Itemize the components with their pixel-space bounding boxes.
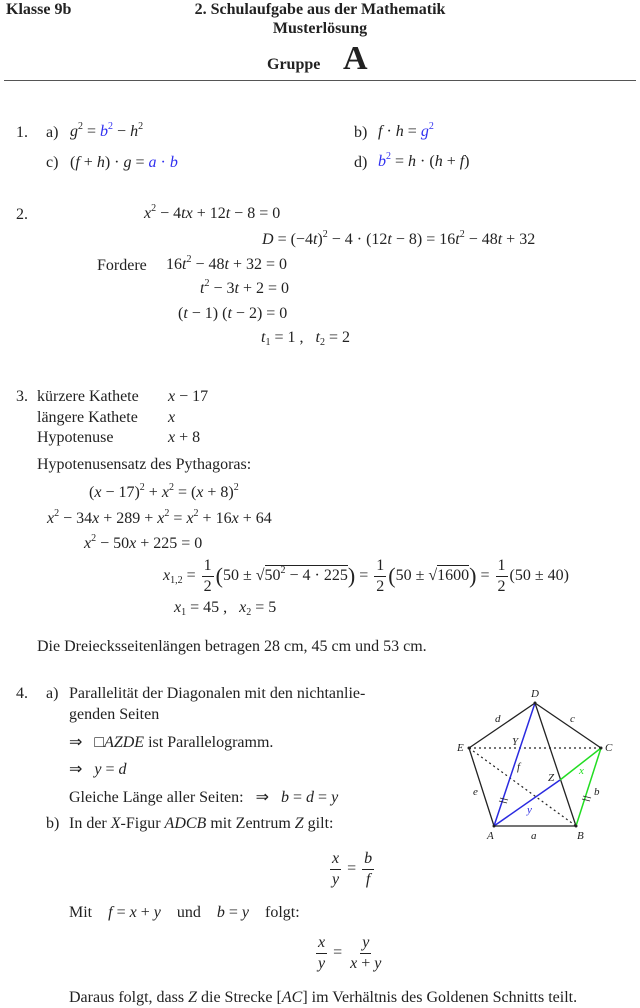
task3-eq3: $x^2 - 50x + 225 = 0$ <box>84 533 203 552</box>
task3-row-label: längere Kathete <box>37 409 138 426</box>
task2-eq6: $t_1 = 1$ , $t_2 = 2$ <box>261 329 350 348</box>
task1-a-label: a) <box>46 124 59 141</box>
task4-a-text1: Parallelität der Diagonalen mit den nichtanlie- <box>69 685 366 702</box>
task2-number: 2. <box>16 206 28 223</box>
group-label: Gruppe <box>267 56 321 73</box>
task4-a-parallelogram: ⇒ □AZDE ist Parallelogramm. <box>69 734 274 751</box>
header-divider <box>4 80 636 81</box>
task2-eq2: $D = (-4t)^2 - 4 \cdot (12t - 8) = 16t^2 - 48t + 32$ <box>262 229 536 248</box>
task4-a-yd: ⇒ y = d <box>69 761 127 778</box>
task2-eq3: $16t^2 - 48t + 32 = 0$ <box>166 254 287 273</box>
vertex-b-label: B <box>577 830 584 842</box>
side-c-label: c <box>570 713 575 725</box>
task2-fordere: Fordere <box>97 257 147 274</box>
task4-ratio1: $\frac{x}{y}$ = $\frac{b}{f}$ <box>332 850 373 888</box>
task2-eq4: $t^2 - 3t + 2 = 0$ <box>200 278 289 297</box>
side-b-label: b <box>594 786 600 798</box>
task1-d-equation: $b^2 = h \cdot (h + f)$ <box>378 151 470 170</box>
task3-row-value: x + 8 <box>168 429 201 446</box>
task1-number: 1. <box>16 124 28 141</box>
task4-a-label: a) <box>46 685 59 702</box>
task3-number: 3. <box>16 388 28 405</box>
task2-eq5: (t − 1) (t − 2) = 0 <box>178 305 288 322</box>
vertex-e-label: E <box>457 742 464 754</box>
task3-row-value: x <box>168 409 176 426</box>
task3-theorem: Hypotenusensatz des Pythagoras: <box>37 456 252 473</box>
task1-d-label: d) <box>354 154 368 171</box>
segment-x-label: x <box>579 765 584 777</box>
task3-row-value: x − 17 <box>168 388 209 405</box>
task3-row-label: kürzere Kathete <box>37 388 139 405</box>
vertex-d-label: D <box>531 688 539 700</box>
side-e-label: e <box>473 786 478 798</box>
task4-b-label: b) <box>46 815 60 832</box>
task1-b-equation: $f \cdot h = g^2$ <box>378 121 434 140</box>
task1-b-label: b) <box>354 124 368 141</box>
pentagon-figure <box>440 680 640 850</box>
task4-a-text2: genden Seiten <box>69 706 160 723</box>
task3-eq5: $x_1 = 45$ , $x_2 = 5$ <box>174 599 277 618</box>
task4-number: 4. <box>16 685 28 702</box>
task4-mit-line: Mit f = x + y und b = y folgt: <box>69 904 300 921</box>
side-a-label: a <box>531 830 537 842</box>
task4-b-text: In der X-Figur ADCB mit Zentrum Z gilt: <box>69 815 334 832</box>
doc-subtitle: Musterlösung <box>272 20 368 37</box>
vertex-a-label: A <box>487 830 494 842</box>
task3-eq4: $x_{1,2}$ = $\frac{1}{2}$ $(50 \pm √50^2 - 4 \cdot 225)$ = $\frac{1}{2}$ (50 ± √1600) = $\frac{1}{2}$ (50 ± 40) <box>163 557 569 595</box>
doc-title: 2. Schulaufgabe aus der Mathematik <box>194 1 446 18</box>
side-f-label: f <box>517 761 521 773</box>
task4-final: Daraus folgt, dass Z die Strecke [AC] im Verhältnis des Goldenen Schnitts teilt. <box>69 989 578 1006</box>
task3-eq2: $x^2 - 34x + 289 + x^2 = x^2 + 16x + 64$ <box>47 508 272 527</box>
task3-eq1: $(x - 17)^2 + x^2 = (x + 8)^2$ <box>89 482 239 501</box>
task1-c-equation: (f + h) · g = a · b <box>70 154 178 171</box>
task4-a-equal: Gleiche Länge aller Seiten: ⇒ b = d = y <box>69 789 339 806</box>
task2-eq1: $x^2 - 4tx + 12t - 8 = 0$ <box>144 203 281 222</box>
point-z-label: Z <box>548 772 555 784</box>
vertex-c-label: C <box>605 742 613 754</box>
side-d-label: d <box>495 713 501 725</box>
task1-c-label: c) <box>46 154 59 171</box>
point-y-label: Y <box>512 736 519 748</box>
task3-row-label: Hypotenuse <box>37 429 114 446</box>
group-letter: A <box>343 40 368 77</box>
segment-y-label: y <box>527 804 532 816</box>
class-label: Klasse 9b <box>6 1 72 18</box>
task1-a-equation: $g^2 = b^2 - h^2$ <box>70 121 144 140</box>
task3-conclusion: Die Dreiecksseitenlängen betragen 28 cm, 45 cm und 53 cm. <box>37 638 427 655</box>
task4-ratio2: $\frac{x}{y}$ = $\frac{y}{x + y}$ <box>318 934 382 972</box>
